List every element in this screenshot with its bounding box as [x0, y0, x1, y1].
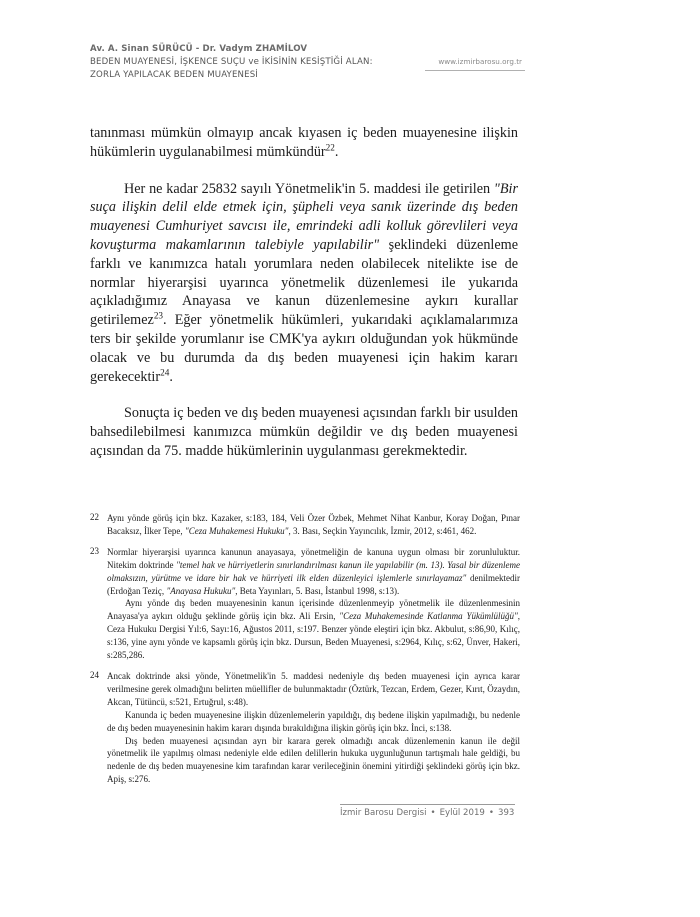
paragraph-1-end: . — [334, 143, 339, 160]
footnote-text: Kanunda iç beden muayenesine ilişkin düzenlemelerin yapıldığı, dış bedene ilişkin yapılmadığı, bu nedenle de dış beden muayenesinin hakim kararı dışında bırakıldığına ilişkin görüş için bkz. İnci, s:138. — [107, 709, 520, 733]
footnote-text: , 3. Bası, Seçkin Yayıncılık, İzmir, 2012, s:461, 462. — [288, 525, 477, 536]
footer-divider — [340, 804, 515, 805]
footnote-text: , Ceza Hukuku Dergisi Yıl:6, Sayı:16, Ağustos 2011, s:197. Benzer yönde eleştiri için bkz. Akbulut, s:86,90, Kılıç, s:136, yine aynı yönde ve kapsamlı görüş için bkz. Dursun, Beden Muayenesi, s:2964, Kılıç, s:62, Ünver, Hakeri, s:285,286. — [107, 611, 520, 661]
header-title-line2: ZORLA YAPILACAK BEDEN MUAYENESİ — [90, 69, 258, 80]
header-title-line1: BEDEN MUAYENESİ, İŞKENCE SUÇU ve İKİSİNİN KESİŞTİĞİ ALAN: — [90, 57, 373, 67]
footnote-text: , Beta Yayınları, 5. Bası, İstanbul 1998, s:13). — [235, 585, 400, 596]
footnote-citation-title: "Ceza Muhakemesinde Katlanma Yükümlülüğü" — [339, 611, 518, 622]
footer-separator: • — [488, 808, 494, 818]
footnotes — [90, 512, 520, 794]
footnote-quote: "temel hak ve hürriyetlerin sınırlandırılması kanun ile yapılabilir (m. 13). Yasal bir düzenleme olmaksızın, yürütme ve idare bir hak ve hürriyeti ilk elden düzenleyici işlemlerle sınırlayamaz" — [107, 559, 520, 583]
footer-issue: Eylül 2019 — [439, 808, 485, 818]
page-number: 393 — [497, 808, 515, 818]
footer-journal: İzmir Barosu Dergisi — [340, 808, 427, 818]
footnote-22 — [90, 512, 520, 538]
footnote-text: Normlar hiyerarşisi uyarınca kanunun anayasaya, yönetmeliğin de kanuna uygun olması bir zorunluluktur. Nitekim doktrinde — [107, 546, 520, 570]
footnote-text: Dış beden muayenesi açısından ayrı bir karara gerek olmadığı ancak düzenlemenin kanun ile değil yönetmelik ile yapılmış olması nedeniyle elde edilen delillerin hukuka uygunluğunun tartışmalı hale geldiği, bu nedenle de dış beden muayenesine kim tarafından karar verileceğinin önemini yitirdiği şeklindeki görüş için bkz. Apiş, s:276. — [107, 735, 520, 785]
paragraph-2-text-a: Her ne kadar 25832 sayılı Yönetmelik'in 5. maddesi ile getirilen — [124, 180, 494, 197]
paragraph-1 — [90, 124, 518, 162]
footer-separator: • — [430, 808, 436, 818]
paragraph-1-text: tanınması mümkün olmayıp ancak kıyasen iç beden muayenesine ilişkin hükümlerin uygulanabilmesi mümkündür — [90, 125, 518, 160]
header-authors: Av. A. Sinan SÜRÜCÜ - Dr. Vadym ZHAMİLOV — [90, 44, 308, 54]
footnote-citation-title: "Ceza Muhakemesi Hukuku" — [184, 525, 289, 536]
footnote-ref-22[interactable]: 22 — [325, 142, 335, 153]
footnote-23 — [90, 546, 520, 662]
footnote-text: denilmektedir (Erdoğan Teziç, — [107, 572, 521, 596]
footnote-number: 23 — [90, 545, 99, 556]
footnote-number: 24 — [90, 669, 99, 680]
footnote-24 — [90, 670, 520, 786]
footnote-text: Ancak doktrinde aksi yönde, Yönetmelik'in 5. maddesi nedeniyle dış beden muayenesi için ayrıca karar verilmesine gerek olmadığını belirten müellifler de bulunmaktadır (Öztürk, Tezcan, Erdem, Gezer, Kırıt, Özaydın, Akcan, Tütüncü, s:521, Ertuğrul, s:48). — [107, 670, 520, 707]
footnote-ref-24[interactable]: 24 — [160, 366, 170, 377]
footnote-text: Aynı yönde görüş için bkz. Kazaker, s:183, 184, Veli Özer Özbek, Mehmet Nihat Kanbur, Koray Doğan, Pınar Bacaksız, İlker Tepe, — [107, 513, 520, 536]
header-website: www.izmirbarosu.org.tr — [438, 57, 522, 66]
regulation-quote: "Bir suça ilişkin delil elde etmek için, şüpheli veya sanık üzerinde dış beden muayenesi Cumhuriyet savcısı ile, emrindeki adli kolluk görevlileri veya kovuşturma makamlarının talebiyle yapılabilir" — [90, 180, 518, 253]
main-text — [90, 124, 518, 479]
paragraph-3: Sonuçta iç beden ve dış beden muayenesi açısından farklı bir usulden bahsedilebilmesi kanımızca mümkün değildir ve dış beden muayenesi açısından da 75. madde hükümlerinin uygulanması gerekmektedir. — [90, 405, 518, 459]
paragraph-2 — [90, 180, 518, 387]
footnote-number: 22 — [90, 512, 99, 522]
paragraph-2-end: . — [169, 368, 173, 385]
footnote-text: Aynı yönde dış beden muayenesinin kanun içerisinde düzenlenmeyip yönetmelik ile düzenlenmesinin Anayasa'ya aykırı olduğu şeklinde görüş için bkz. Ali Ersin, — [107, 598, 520, 622]
paragraph-2-text-c: . Eğer yönetmelik hükümleri, yukarıdaki açıklamalarımıza ters bir şekilde yorumlanır ise CMK'ya aykırı olduğundan yok hükmünde olacak ve bu durumda da dış beden muayenesi için hakim kararı gerekecektir — [90, 312, 518, 385]
paragraph-2-text-b: şeklindeki düzenleme farklı ve kanımızca hatalı yorumlara neden olabilecek nitelikte ise de normlar hiyerarşisi uyarınca yönetmelik düzenlemesi ile yukarıda açıkladığımız Anayasa ve kanun düzenlemesine aykırı kurallar getirilemez — [90, 236, 518, 329]
running-header — [90, 44, 373, 81]
header-divider — [425, 70, 525, 71]
footnote-ref-23[interactable]: 23 — [153, 310, 164, 321]
footnote-citation-title: "Anayasa Hukuku" — [166, 585, 236, 596]
page-footer — [340, 804, 520, 818]
